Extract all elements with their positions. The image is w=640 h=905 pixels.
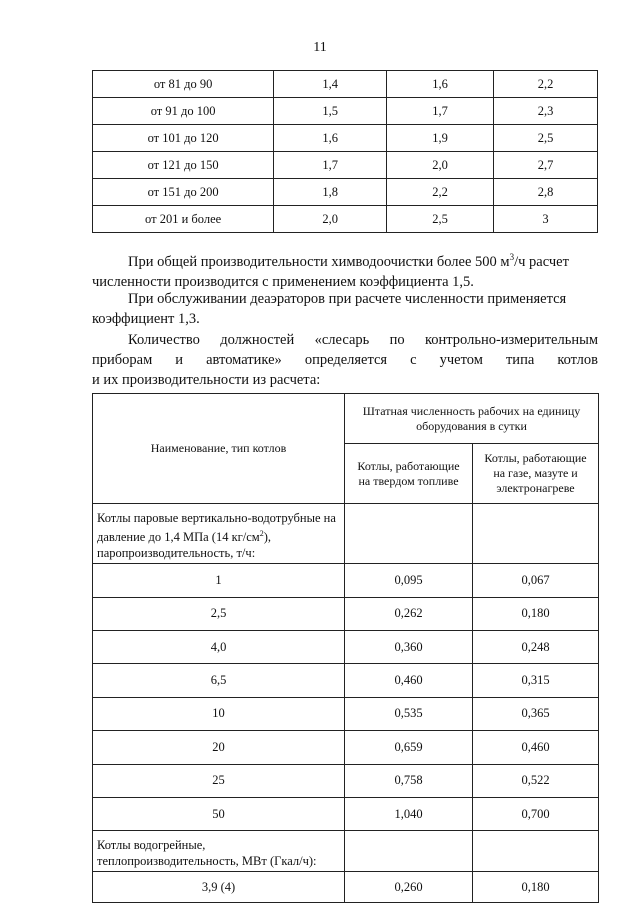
solid-fuel-value: 0,260: [345, 872, 473, 903]
table-row: [93, 179, 598, 206]
solid-fuel-value: 0,360: [345, 630, 473, 663]
table-row: [93, 152, 598, 179]
group-steam-boilers-title: Котлы паровые вертикально-водотрубные на давление до 1,4 МПа (14 $кг/см^2$), паропроизводительность, т/ч:: [93, 504, 345, 564]
gas-fuel-value: 0,315: [473, 664, 599, 697]
coefficient-cell: 1,6: [274, 125, 387, 152]
range-cell: от 81 до 90: [93, 71, 274, 98]
capacity-cell: 10: [93, 697, 345, 730]
boiler-staffing-table: [92, 393, 599, 903]
gas-fuel-value: 0,248: [473, 630, 599, 663]
capacity-cell: 2,5: [93, 597, 345, 630]
solid-fuel-value: 0,095: [345, 564, 473, 597]
capacity-cell: 25: [93, 764, 345, 797]
table-row: [93, 125, 598, 152]
table-row: [93, 697, 599, 730]
coefficient-cell: 1,8: [274, 179, 387, 206]
table-row: [93, 664, 599, 697]
group-water-boilers-title: Котлы водогрейные, теплопроизводительность, МВт (Гкал/ч):: [93, 831, 345, 872]
range-cell: от 201 и более: [93, 206, 274, 233]
coefficient-cell: 1,7: [274, 152, 387, 179]
capacity-cell: 20: [93, 731, 345, 764]
coefficient-cell: 2,0: [387, 152, 494, 179]
solid-fuel-value: 1,040: [345, 797, 473, 830]
gas-fuel-value: 0,365: [473, 697, 599, 730]
range-cell: от 151 до 200: [93, 179, 274, 206]
solid-fuel-value: 0,535: [345, 697, 473, 730]
coefficient-cell: 2,2: [494, 71, 598, 98]
header-solid-fuel: Котлы, работающие на твердом топливе: [345, 444, 473, 504]
coefficient-cell: 1,4: [274, 71, 387, 98]
capacity-cell: 3,9 (4): [93, 872, 345, 903]
table-row: [93, 564, 599, 597]
coefficient-cell: 2,2: [387, 179, 494, 206]
paragraph-deaerators: При обслуживании деаэраторов при расчете численности применяется коэффициент 1,3.: [92, 291, 567, 327]
coefficient-cell: 2,5: [494, 125, 598, 152]
table-row: [93, 597, 599, 630]
page-number: 11: [313, 40, 327, 55]
paragraph-kip-staff: Количество должностей «слесарь по контрольно-измерительным приборам и автоматике» определяется с учетом типа котлов и их производительности из расчета:: [92, 332, 598, 388]
range-cell: от 101 до 120: [93, 125, 274, 152]
coefficient-table: [92, 70, 598, 233]
coefficient-cell: 2,8: [494, 179, 598, 206]
table-row: [93, 797, 599, 830]
gas-fuel-value: 0,067: [473, 564, 599, 597]
gas-fuel-value: 0,180: [473, 872, 599, 903]
table-row: [93, 98, 598, 125]
coefficient-cell: 1,7: [387, 98, 494, 125]
capacity-cell: 50: [93, 797, 345, 830]
coefficient-cell: 2,5: [387, 206, 494, 233]
range-cell: от 91 до 100: [93, 98, 274, 125]
solid-fuel-value: 0,758: [345, 764, 473, 797]
gas-fuel-value: 0,522: [473, 764, 599, 797]
gas-fuel-value: 0,700: [473, 797, 599, 830]
coefficient-cell: 2,0: [274, 206, 387, 233]
paragraph-chemical-treatment: При общей производительности химводоочистки более 500 $м^3/ч$ расчет численности производится с применением коэффициента 1,5.: [92, 252, 569, 290]
coefficient-cell: 1,6: [387, 71, 494, 98]
solid-fuel-value: 0,262: [345, 597, 473, 630]
coefficient-cell: 1,5: [274, 98, 387, 125]
table-row: [93, 731, 599, 764]
header-gas-fuel: Котлы, работающие на газе, мазуте и электронагреве: [473, 444, 599, 504]
solid-fuel-value: 0,460: [345, 664, 473, 697]
capacity-cell: 4,0: [93, 630, 345, 663]
capacity-cell: 6,5: [93, 664, 345, 697]
coefficient-cell: 2,7: [494, 152, 598, 179]
solid-fuel-value: 0,659: [345, 731, 473, 764]
gas-fuel-value: 0,460: [473, 731, 599, 764]
table-row: [93, 872, 599, 903]
table-row: [93, 206, 598, 233]
header-boiler-type: Наименование, тип котлов: [93, 394, 345, 504]
coefficient-cell: 1,9: [387, 125, 494, 152]
coefficient-cell: 3: [494, 206, 598, 233]
table-row: [93, 764, 599, 797]
capacity-cell: 1: [93, 564, 345, 597]
range-cell: от 121 до 150: [93, 152, 274, 179]
gas-fuel-value: 0,180: [473, 597, 599, 630]
header-staff-per-unit: Штатная численность рабочих на единицу оборудования в сутки: [345, 394, 599, 444]
table-row: [93, 630, 599, 663]
table-row: [93, 71, 598, 98]
coefficient-cell: 2,3: [494, 98, 598, 125]
